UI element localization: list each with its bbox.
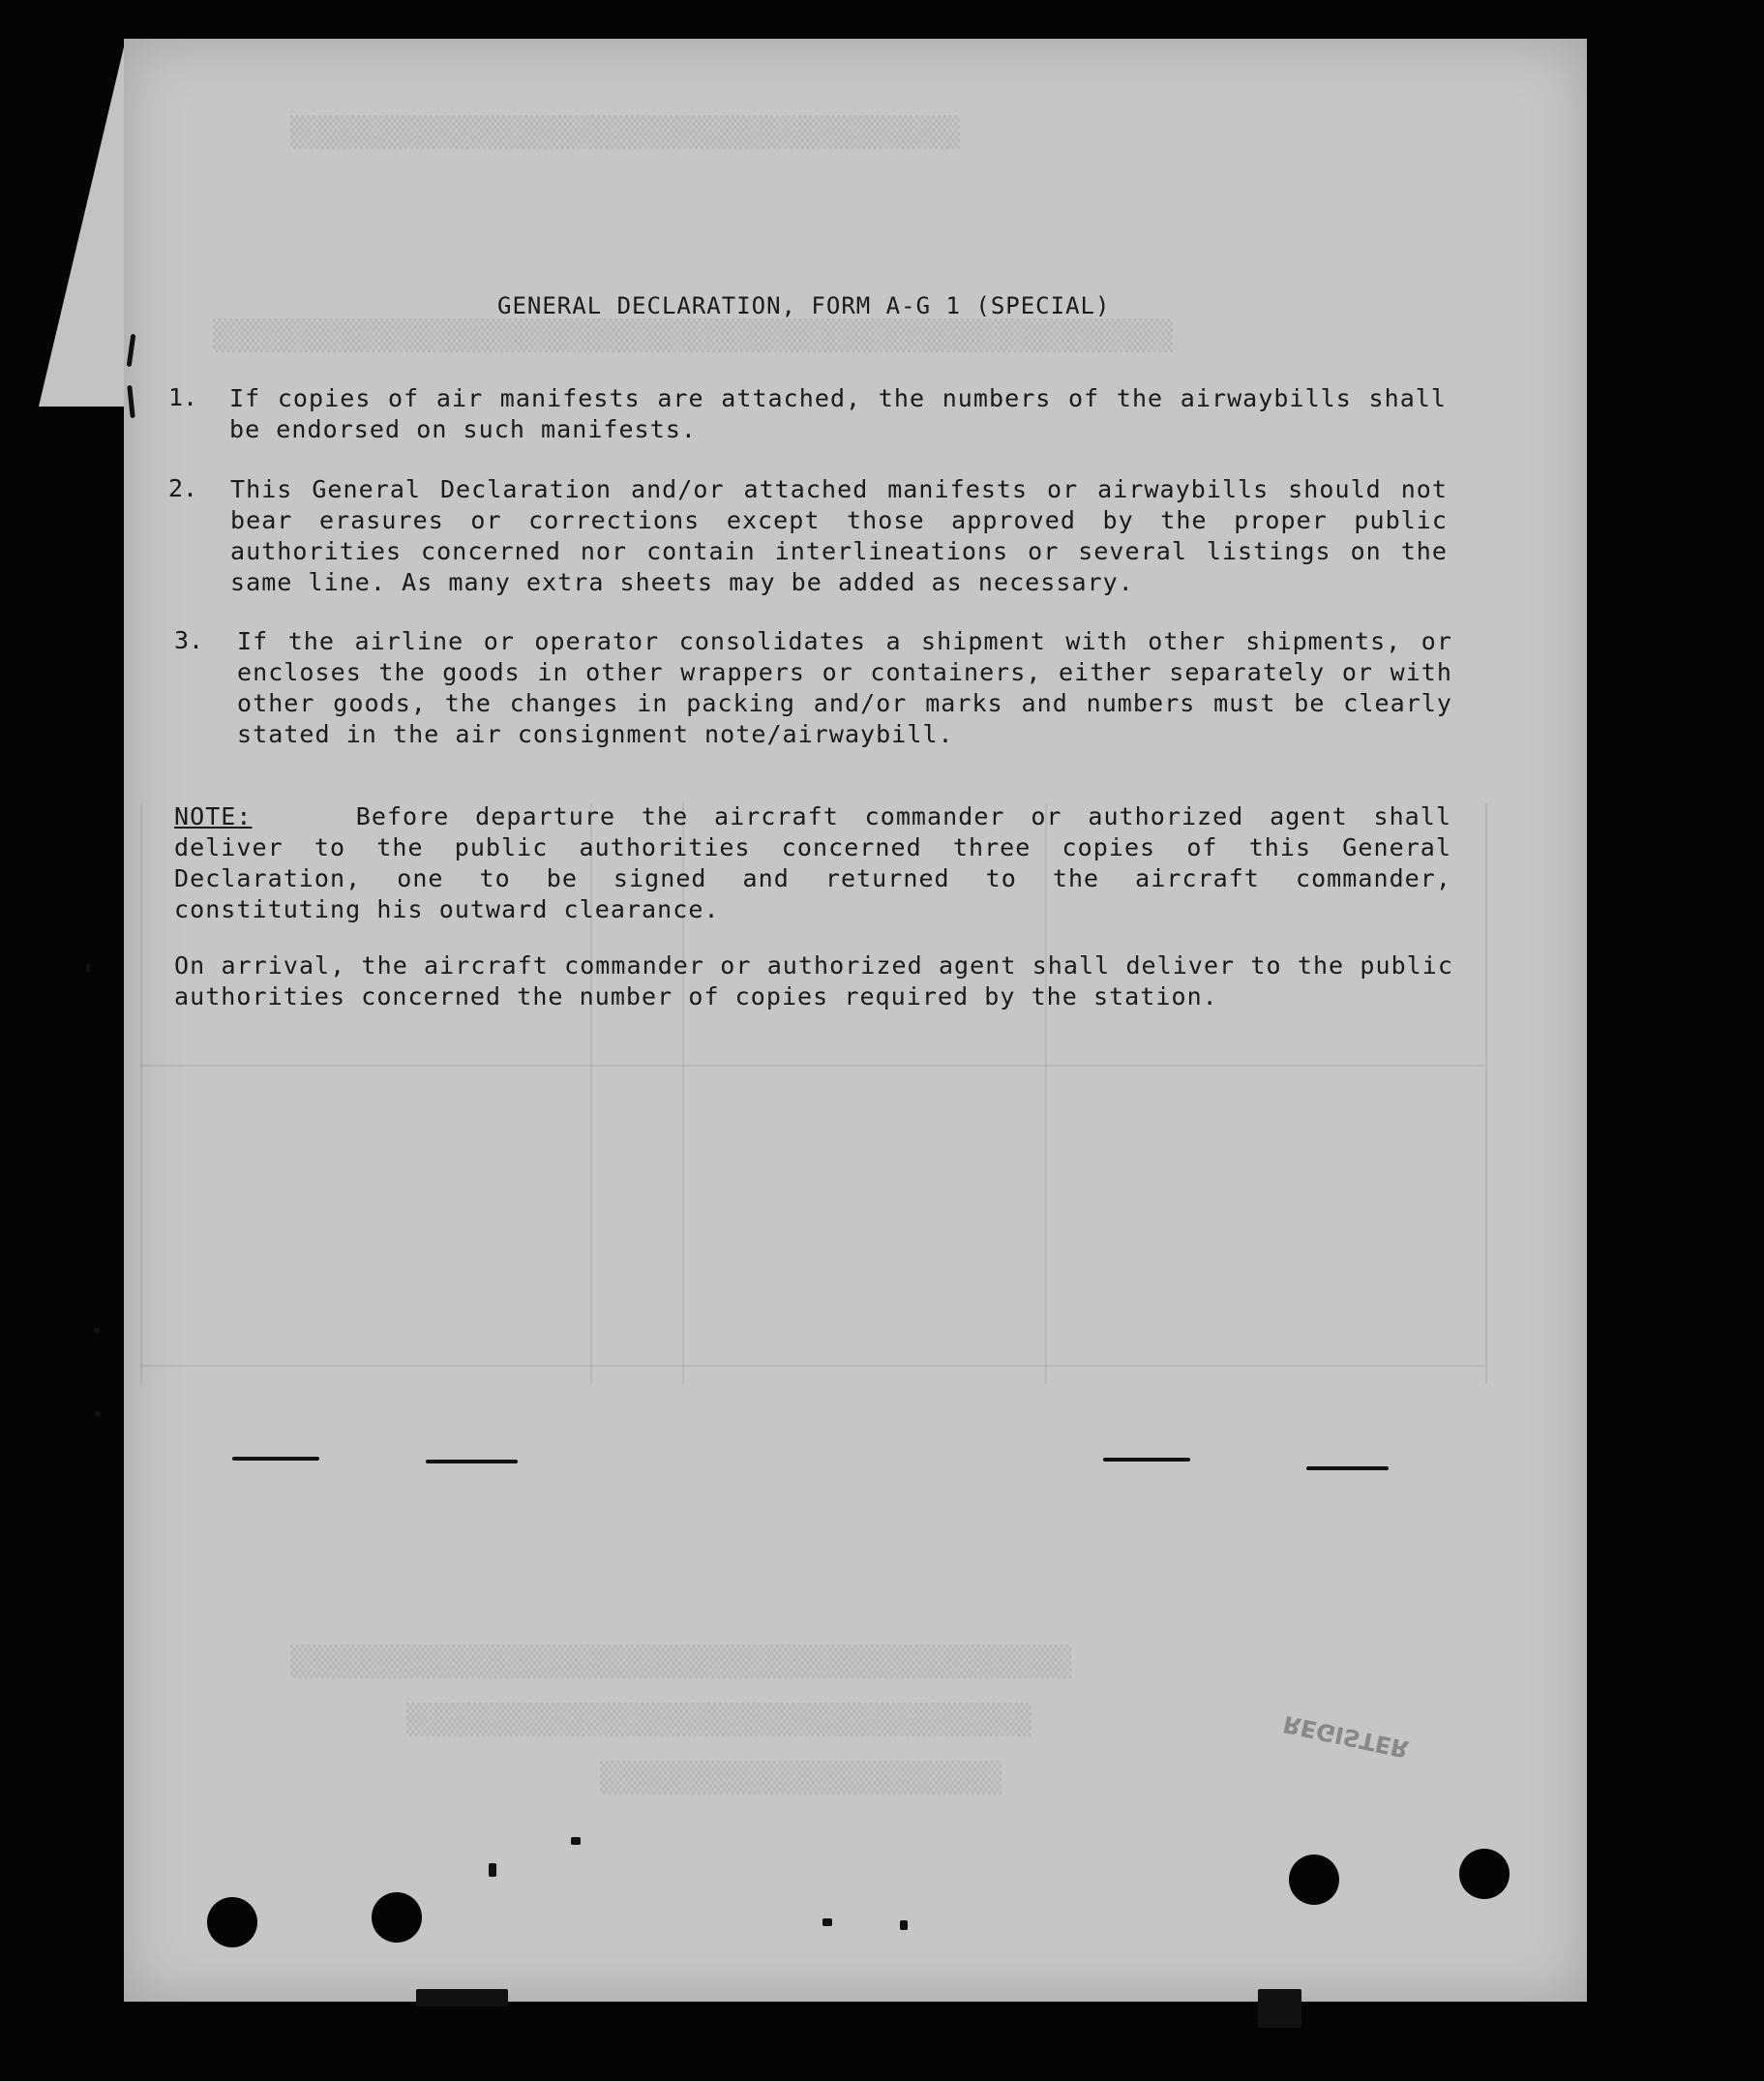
ink-speck [94, 1328, 100, 1334]
form-title: GENERAL DECLARATION, FORM A-G 1 (SPECIAL) [497, 292, 1111, 319]
punch-hole [372, 1892, 422, 1943]
bleed-through-text: ▒▒▒▒▒▒▒▒▒▒▒▒▒▒▒▒▒▒▒▒▒▒▒▒▒▒▒▒▒▒▒▒▒▒▒▒▒▒▒▒▒▒▒ [213, 319, 1174, 353]
ink-speck [86, 963, 90, 973]
punch-hole [207, 1897, 257, 1947]
note-label: NOTE: [174, 802, 253, 830]
ink-speck [822, 1918, 832, 1926]
ink-speck [1258, 1989, 1301, 2028]
ink-speck [416, 1989, 508, 2006]
item-text: This General Declaration and/or attached manifests or airwaybills should not bear erasures or corrections except those approved by the proper public authorities concerned nor contain interlineations or several listings on the same line. As many extra sheets may be added as necessary. [230, 475, 1448, 596]
ink-speck [571, 1837, 581, 1845]
bleed-through-rule [140, 1365, 1485, 1367]
ink-speck [426, 1460, 518, 1463]
ink-speck [900, 1920, 908, 1930]
item-number: 1. [168, 383, 198, 411]
bleed-through-text: ▒▒▒▒▒▒▒▒▒▒▒▒▒▒▒▒▒▒▒▒▒▒▒▒▒▒▒▒▒▒ [290, 116, 961, 150]
bleed-through-rule [140, 803, 142, 1384]
arrival-paragraph: On arrival, the aircraft commander or authorized agent shall deliver to the public authorities concerned the number of copies required by the station. [174, 951, 1453, 1010]
item-number: 2. [168, 474, 198, 502]
bleed-through-text: ▒▒▒▒▒▒▒▒▒▒▒▒▒▒▒▒▒▒▒▒▒▒▒▒▒▒▒▒▒▒▒▒▒▒▒ [290, 1645, 1072, 1679]
item-number: 3. [174, 626, 204, 654]
faint-stamp: REGISTER [1280, 1709, 1412, 1764]
note-text: Before departure the aircraft commander or authorized agent shall deliver to the public authorities concerned three copies of this General Declaration, one to be signed and returned to the aircraft commander, constituting his outward clearance. [174, 802, 1451, 923]
note-paragraph [174, 801, 1451, 925]
item-text: If copies of air manifests are attached, the numbers of the airwaybills shall be endorsed on such manifests. [229, 384, 1447, 443]
punch-hole [1289, 1855, 1339, 1905]
ink-speck [95, 1411, 101, 1417]
paper-torn-corner [39, 39, 126, 407]
ink-speck [232, 1457, 319, 1461]
bleed-through-text: ▒▒▒▒▒▒▒▒▒▒▒▒▒▒▒▒▒▒ [600, 1762, 1002, 1795]
item-text: If the airline or operator consolidates a shipment with other shipments, or encloses the goods in other wrappers or containers, either separately or with other goods, the changes in packing and/or marks and numbers must be clearly stated in the air consignment note/airwaybill. [237, 627, 1452, 748]
bleed-through-rule [140, 1065, 1485, 1067]
bleed-through-rule [1485, 803, 1487, 1384]
ink-speck [1306, 1466, 1389, 1470]
punch-hole [1459, 1849, 1510, 1899]
bleed-through-text: ▒▒▒▒▒▒▒▒▒▒▒▒▒▒▒▒▒▒▒▒▒▒▒▒▒▒▒▒ [406, 1704, 1031, 1737]
ink-speck [489, 1863, 496, 1877]
ink-speck [1103, 1458, 1190, 1462]
